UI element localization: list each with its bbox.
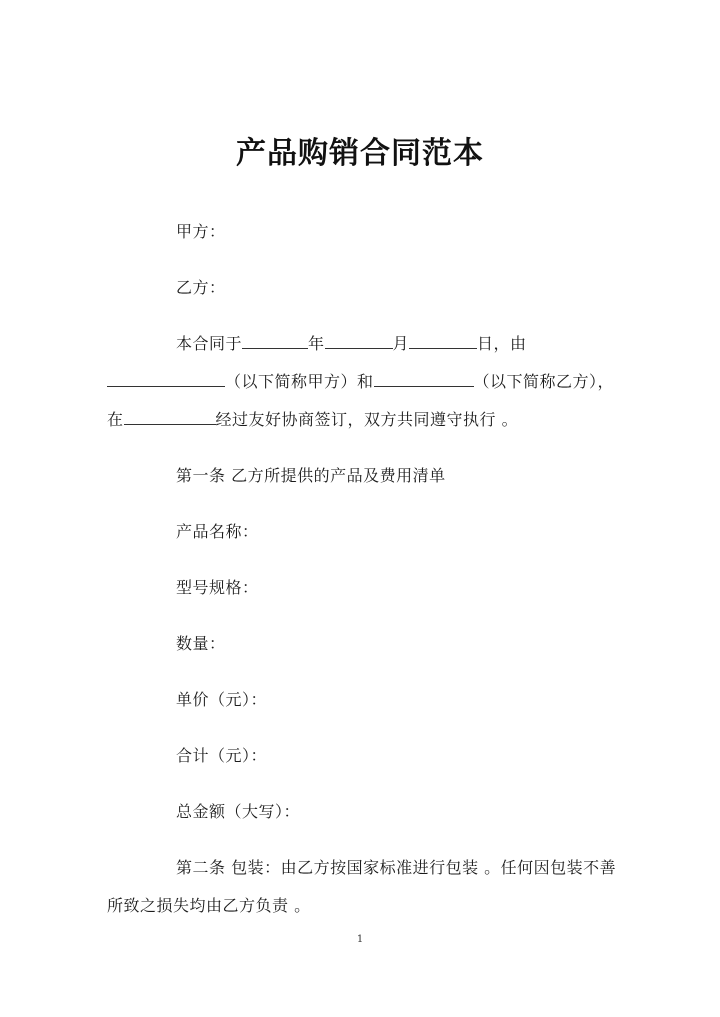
- field-quantity: 数量：: [176, 634, 226, 653]
- party-b-name-blank: [374, 372, 474, 387]
- intro-line-3: [107, 409, 518, 431]
- field-product-name: 产品名称：: [176, 522, 259, 541]
- field-model-spec: 型号规格：: [176, 578, 259, 597]
- article-2-line-1: 第二条 包装：由乙方按国家标准进行包装 。任何因包装不善: [176, 858, 617, 877]
- article-2-line-2: 所致之损失均由乙方负责 。: [107, 896, 311, 915]
- day-suffix: 日，由: [477, 334, 527, 353]
- article-1-heading: 第一条 乙方所提供的产品及费用清单: [176, 466, 446, 485]
- month-blank: [325, 334, 393, 349]
- page-number: 1: [356, 934, 364, 945]
- party-b-label: 乙方：: [176, 278, 226, 297]
- party-a-note: （以下简称甲方）和: [225, 372, 374, 391]
- party-b-note: （以下简称乙方），: [473, 372, 615, 391]
- intro-line-1: [176, 333, 527, 355]
- location-blank: [124, 410, 216, 425]
- intro-prefix: 本合同于: [176, 334, 243, 353]
- year-blank: [242, 334, 308, 349]
- party-a-name-blank: [107, 372, 225, 387]
- location-prefix: 在: [107, 410, 124, 429]
- document-title: 产品购销合同范本: [236, 136, 484, 171]
- location-suffix: 经过友好协商签订，双方共同遵守执行 。: [215, 410, 519, 429]
- field-total-amount: 总金额（大写）：: [176, 802, 301, 821]
- month-label: 月: [392, 334, 410, 353]
- day-blank: [409, 334, 477, 349]
- field-subtotal: 合计（元）：: [176, 746, 268, 765]
- field-unit-price: 单价（元）：: [176, 690, 268, 709]
- intro-line-2: [107, 371, 614, 393]
- party-a-label: 甲方：: [176, 222, 226, 241]
- year-label: 年: [308, 334, 325, 353]
